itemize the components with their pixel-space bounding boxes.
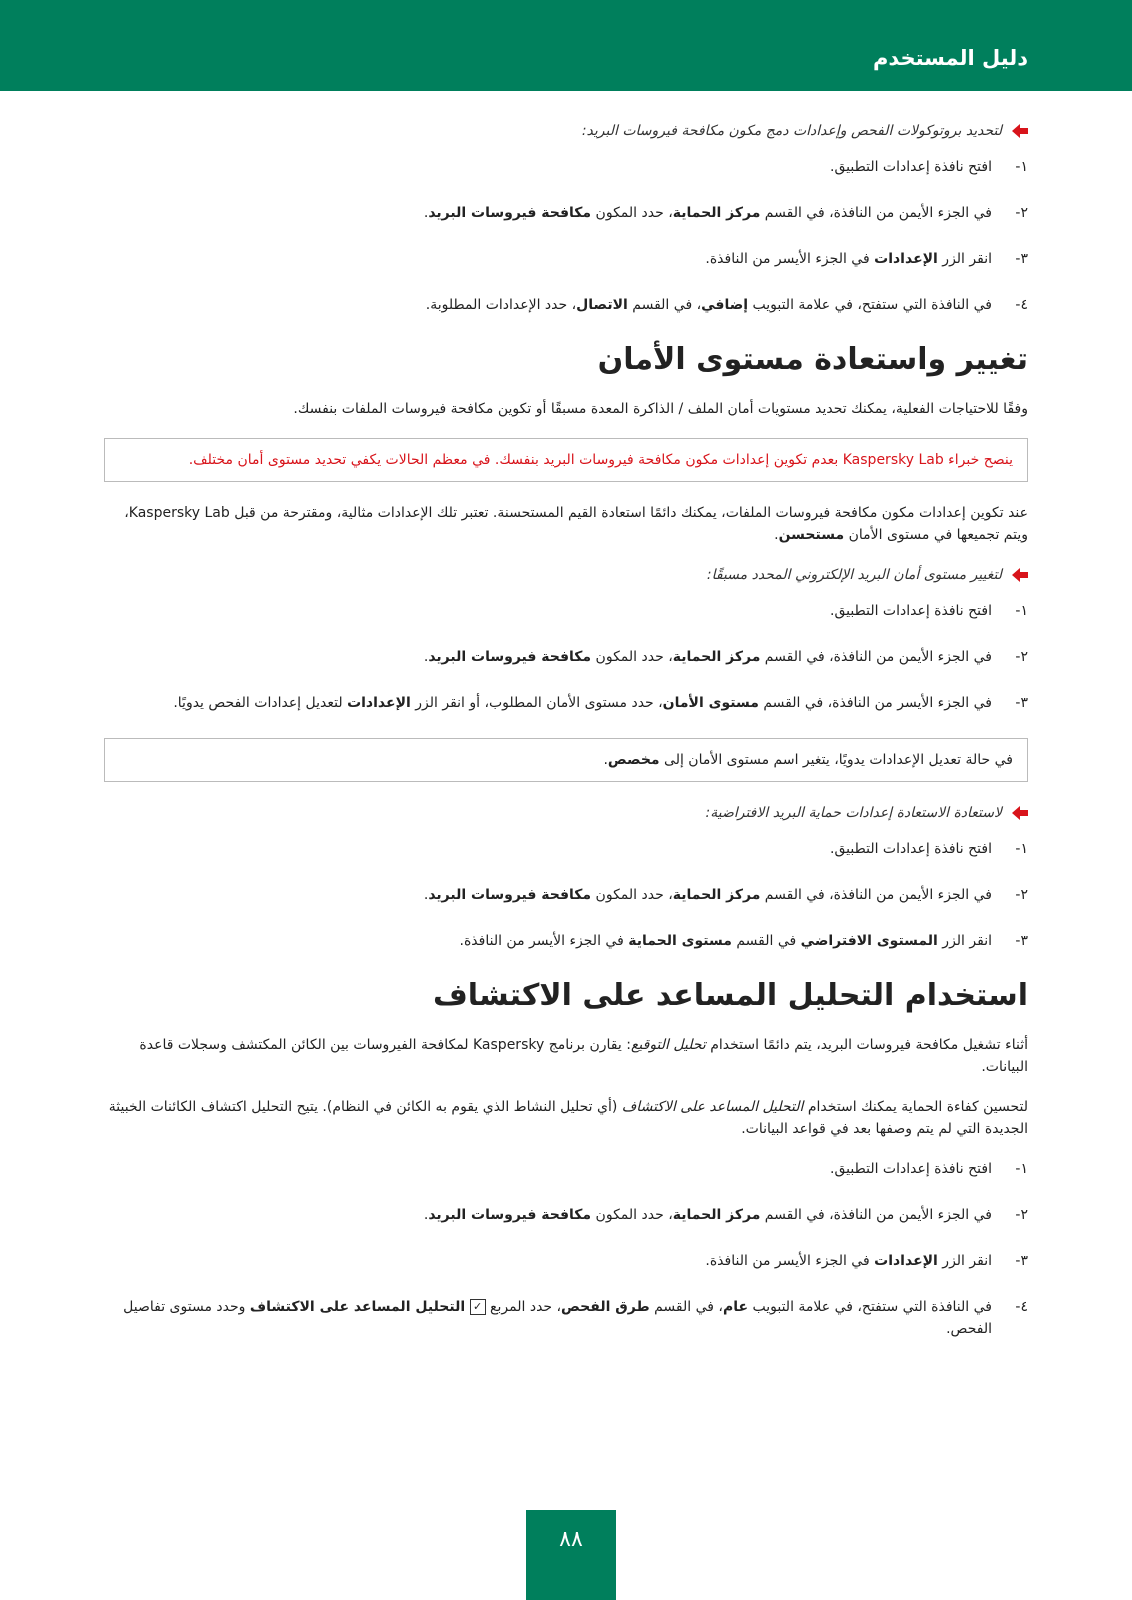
list-item: ٤- في النافذة التي ستفتح، في علامة التبويب عام، في القسم طرق الفحص، حدد المربع ✓ التحليل المساعد على الاكتشاف وحدد مستوى تفاصيل الفحص.: [123, 1299, 1028, 1337]
info-note: في حالة تعديل الإعدادات يدويًا، يتغير اسم مستوى الأمان إلى مخصص.: [104, 738, 1028, 782]
procedure-steps: [104, 600, 1028, 714]
list-item: ٢- في الجزء الأيمن من النافذة، في القسم مركز الحماية، حدد المكون مكافحة فيروسات البريد.: [423, 887, 1028, 903]
list-item: ٤- في النافذة التي ستفتح، في علامة التبويب إضافي، في القسم الاتصال، حدد الإعدادات المطلوبة.: [425, 297, 1028, 313]
paragraph: وفقًا للاحتياجات الفعلية، يمكنك تحديد مستويات أمان الملف / الذاكرة المعدة مسبقًا أو تكوين مكافحة فيروسات الملفات بنفسك.: [293, 401, 1028, 417]
procedure-title: لتغيير مستوى أمان البريد الإلكتروني المحدد مسبقًا:: [104, 564, 1028, 586]
paragraph: لتحسين كفاءة الحماية يمكنك استخدام التحليل المساعد على الاكتشاف (أي تحليل النشاط الذي يقوم به الكائن في النظام). يتيح التحليل اكتشاف الكائنات الخبيثة الجديدة التي لم يتم وصفها بعد في قواعد البيانات.: [108, 1099, 1028, 1137]
procedure-steps: [104, 1158, 1028, 1340]
header-title: دليل المستخدم: [872, 46, 1028, 70]
list-item: ٣- في الجزء الأيسر من النافذة، في القسم مستوى الأمان، حدد مستوى الأمان المطلوب، أو انقر الزر الإعدادات لتعديل إعدادات الفحص يدويًا.: [173, 695, 1028, 711]
list-item: ٣- انقر الزر الإعدادات في الجزء الأيسر من النافذة.: [705, 1253, 1028, 1269]
warning-note: ينصح خبراء Kaspersky Lab بعدم تكوين إعدادات مكون مكافحة فيروسات البريد بنفسك. في معظم الحالات يكفي تحديد مستوى أمان مختلف.: [104, 438, 1028, 482]
arrow-left-icon: [1012, 124, 1028, 138]
page-header: [0, 0, 1132, 91]
list-item: ٢- في الجزء الأيمن من النافذة، في القسم مركز الحماية، حدد المكون مكافحة فيروسات البريد.: [423, 649, 1028, 665]
page-number-box: [526, 1510, 616, 1600]
checkbox-checked-icon: ✓: [470, 1299, 486, 1315]
arrow-left-icon: [1012, 806, 1028, 820]
procedure-title: لتحديد بروتوكولات الفحص وإعدادات دمج مكون مكافحة فيروسات البريد:: [104, 120, 1028, 142]
arrow-left-icon: [1012, 568, 1028, 582]
page-number: ٨٨: [559, 1527, 583, 1552]
procedure-steps: [104, 838, 1028, 952]
list-item: ١- افتح نافذة إعدادات التطبيق.: [830, 603, 1028, 619]
list-item: ٣- انقر الزر المستوى الافتراضي في القسم مستوى الحماية في الجزء الأيسر من النافذة.: [459, 933, 1028, 949]
page-content: [104, 120, 1028, 1364]
list-item: ١- افتح نافذة إعدادات التطبيق.: [830, 1161, 1028, 1177]
list-item: ٢- في الجزء الأيمن من النافذة، في القسم مركز الحماية، حدد المكون مكافحة فيروسات البريد.: [423, 205, 1028, 221]
procedure-title: لاستعادة الاستعادة إعدادات حماية البريد الافتراضية:: [104, 802, 1028, 824]
paragraph: أثناء تشغيل مكافحة فيروسات البريد، يتم دائمًا استخدام تحليل التوقيع: يقارن برنامج Kaspersky لمكافحة الفيروسات بين الكائن المكتشف وسجلات قاعدة البيانات.: [139, 1037, 1028, 1075]
paragraph: عند تكوين إعدادات مكون مكافحة فيروسات الملفات، يمكنك دائمًا استعادة القيم المستحسنة. تعتبر تلك الإعدادات مثالية، ومقترحة من قبل Kaspersky Lab، ويتم تجميعها في مستوى الأمان مستحسن.: [124, 505, 1028, 543]
list-item: ١- افتح نافذة إعدادات التطبيق.: [830, 159, 1028, 175]
list-item: ١- افتح نافذة إعدادات التطبيق.: [830, 841, 1028, 857]
section-heading: استخدام التحليل المساعد على الاكتشاف: [432, 978, 1028, 1013]
list-item: ٢- في الجزء الأيمن من النافذة، في القسم مركز الحماية، حدد المكون مكافحة فيروسات البريد.: [423, 1207, 1028, 1223]
section-heading: تغيير واستعادة مستوى الأمان: [597, 342, 1028, 377]
list-item: ٣- انقر الزر الإعدادات في الجزء الأيسر من النافذة.: [705, 251, 1028, 267]
procedure-steps: [104, 156, 1028, 316]
